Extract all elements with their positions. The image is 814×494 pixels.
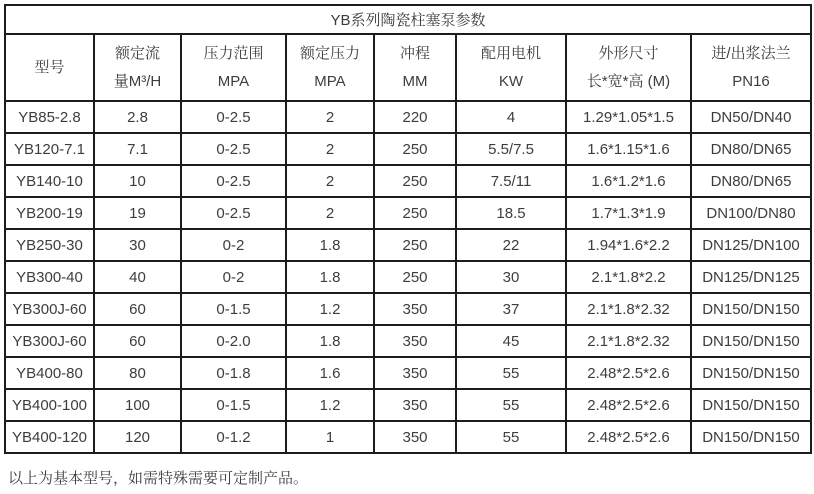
cell-motor: 55 bbox=[456, 389, 566, 421]
cell-flow: 40 bbox=[94, 261, 181, 293]
cell-flange: DN100/DN80 bbox=[691, 197, 811, 229]
cell-flange: DN150/DN150 bbox=[691, 357, 811, 389]
cell-stroke: 350 bbox=[374, 325, 456, 357]
cell-pressure-range: 0-2.5 bbox=[181, 133, 286, 165]
cell-rated-pressure: 2 bbox=[286, 165, 374, 197]
cell-dimensions: 1.94*1.6*2.2 bbox=[566, 229, 691, 261]
header-flange-line2: PN16 bbox=[732, 73, 770, 90]
cell-pressure-range: 0-2 bbox=[181, 229, 286, 261]
cell-motor: 5.5/7.5 bbox=[456, 133, 566, 165]
cell-model: YB85-2.8 bbox=[5, 101, 94, 133]
cell-flange: DN50/DN40 bbox=[691, 101, 811, 133]
cell-flange: DN125/DN125 bbox=[691, 261, 811, 293]
cell-stroke: 250 bbox=[374, 197, 456, 229]
cell-pressure-range: 0-2.5 bbox=[181, 165, 286, 197]
cell-flange: DN150/DN150 bbox=[691, 293, 811, 325]
cell-motor: 30 bbox=[456, 261, 566, 293]
cell-stroke: 250 bbox=[374, 261, 456, 293]
cell-flow: 2.8 bbox=[94, 101, 181, 133]
cell-rated-pressure: 2 bbox=[286, 101, 374, 133]
cell-model: YB250-30 bbox=[5, 229, 94, 261]
cell-flange: DN150/DN150 bbox=[691, 421, 811, 453]
table-row bbox=[5, 133, 811, 165]
cell-model: YB400-120 bbox=[5, 421, 94, 453]
cell-dimensions: 2.1*1.8*2.32 bbox=[566, 293, 691, 325]
header-dimensions-line2: 长*宽*高 (M) bbox=[586, 73, 671, 90]
cell-model: YB140-10 bbox=[5, 165, 94, 197]
cell-stroke: 250 bbox=[374, 165, 456, 197]
cell-flow: 100 bbox=[94, 389, 181, 421]
header-motor bbox=[456, 34, 566, 101]
cell-model: YB300J-60 bbox=[5, 325, 94, 357]
cell-model: YB120-7.1 bbox=[5, 133, 94, 165]
header-rated-pressure-line1: 额定压力 bbox=[299, 45, 360, 62]
cell-model: YB400-80 bbox=[5, 357, 94, 389]
cell-pressure-range: 0-1.2 bbox=[181, 421, 286, 453]
footer-note: 以上为基本型号，如需特殊需要可定制产品。 bbox=[8, 470, 309, 487]
cell-stroke: 220 bbox=[374, 101, 456, 133]
header-model-label: 型号 bbox=[34, 59, 65, 76]
cell-motor: 22 bbox=[456, 229, 566, 261]
header-pressure-range bbox=[181, 34, 286, 101]
header-flange-line1: 进/出浆法兰 bbox=[711, 45, 791, 62]
cell-motor: 45 bbox=[456, 325, 566, 357]
cell-flange: DN80/DN65 bbox=[691, 165, 811, 197]
cell-motor: 18.5 bbox=[456, 197, 566, 229]
cell-dimensions: 1.29*1.05*1.5 bbox=[566, 101, 691, 133]
cell-dimensions: 2.1*1.8*2.32 bbox=[566, 325, 691, 357]
header-stroke-line2: MM bbox=[402, 73, 428, 90]
spec-table-container bbox=[4, 4, 810, 488]
cell-stroke: 350 bbox=[374, 421, 456, 453]
cell-pressure-range: 0-1.5 bbox=[181, 293, 286, 325]
cell-stroke: 350 bbox=[374, 389, 456, 421]
cell-rated-pressure: 1.6 bbox=[286, 357, 374, 389]
cell-motor: 37 bbox=[456, 293, 566, 325]
cell-dimensions: 2.48*2.5*2.6 bbox=[566, 421, 691, 453]
cell-pressure-range: 0-2.0 bbox=[181, 325, 286, 357]
cell-rated-pressure: 1.2 bbox=[286, 293, 374, 325]
spec-table bbox=[4, 4, 812, 454]
cell-pressure-range: 0-2.5 bbox=[181, 101, 286, 133]
header-motor-line2: KW bbox=[498, 73, 524, 90]
cell-rated-pressure: 1.8 bbox=[286, 229, 374, 261]
cell-model: YB300J-60 bbox=[5, 293, 94, 325]
cell-rated-pressure: 2 bbox=[286, 197, 374, 229]
cell-model: YB300-40 bbox=[5, 261, 94, 293]
table-row bbox=[5, 325, 811, 357]
cell-flange: DN150/DN150 bbox=[691, 325, 811, 357]
cell-pressure-range: 0-2.5 bbox=[181, 197, 286, 229]
header-dimensions-line1: 外形尺寸 bbox=[598, 45, 659, 62]
cell-motor: 4 bbox=[456, 101, 566, 133]
header-flow-line1: 额定流 bbox=[114, 45, 160, 62]
cell-flow: 80 bbox=[94, 357, 181, 389]
cell-pressure-range: 0-1.8 bbox=[181, 357, 286, 389]
cell-flow: 10 bbox=[94, 165, 181, 197]
table-title: YB系列陶瓷柱塞泵参数 bbox=[5, 5, 811, 34]
cell-flange: DN150/DN150 bbox=[691, 389, 811, 421]
cell-flow: 30 bbox=[94, 229, 181, 261]
header-pressure-range-line2: MPA bbox=[217, 73, 250, 90]
table-row bbox=[5, 197, 811, 229]
cell-dimensions: 2.1*1.8*2.2 bbox=[566, 261, 691, 293]
header-dimensions bbox=[566, 34, 691, 101]
header-rated-pressure-line2: MPA bbox=[314, 73, 346, 90]
cell-dimensions: 2.48*2.5*2.6 bbox=[566, 357, 691, 389]
cell-rated-pressure: 1.2 bbox=[286, 389, 374, 421]
header-stroke-line1: 冲程 bbox=[399, 45, 430, 62]
table-row bbox=[5, 389, 811, 421]
cell-dimensions: 2.48*2.5*2.6 bbox=[566, 389, 691, 421]
header-rated-pressure bbox=[286, 34, 374, 101]
cell-dimensions: 1.6*1.15*1.6 bbox=[566, 133, 691, 165]
cell-dimensions: 1.7*1.3*1.9 bbox=[566, 197, 691, 229]
table-row bbox=[5, 293, 811, 325]
header-flow-line2: 量M³/H bbox=[113, 73, 162, 90]
cell-stroke: 350 bbox=[374, 357, 456, 389]
cell-dimensions: 1.6*1.2*1.6 bbox=[566, 165, 691, 197]
table-row bbox=[5, 357, 811, 389]
cell-motor: 55 bbox=[456, 421, 566, 453]
header-stroke bbox=[374, 34, 456, 101]
cell-flange: DN125/DN100 bbox=[691, 229, 811, 261]
cell-stroke: 250 bbox=[374, 229, 456, 261]
header-pressure-range-line1: 压力范围 bbox=[203, 45, 264, 62]
table-row bbox=[5, 165, 811, 197]
table-header-row bbox=[5, 34, 811, 101]
header-flow bbox=[94, 34, 181, 101]
cell-motor: 55 bbox=[456, 357, 566, 389]
cell-flow: 19 bbox=[94, 197, 181, 229]
header-flange bbox=[691, 34, 811, 101]
cell-rated-pressure: 2 bbox=[286, 133, 374, 165]
header-motor-line1: 配用电机 bbox=[480, 45, 541, 62]
cell-flow: 7.1 bbox=[94, 133, 181, 165]
cell-motor: 7.5/11 bbox=[456, 165, 566, 197]
cell-rated-pressure: 1.8 bbox=[286, 261, 374, 293]
cell-flow: 60 bbox=[94, 325, 181, 357]
cell-rated-pressure: 1.8 bbox=[286, 325, 374, 357]
table-row bbox=[5, 421, 811, 453]
table-title-row bbox=[5, 5, 811, 34]
cell-stroke: 250 bbox=[374, 133, 456, 165]
cell-stroke: 350 bbox=[374, 293, 456, 325]
cell-flange: DN80/DN65 bbox=[691, 133, 811, 165]
cell-flow: 120 bbox=[94, 421, 181, 453]
table-row bbox=[5, 101, 811, 133]
cell-model: YB200-19 bbox=[5, 197, 94, 229]
table-row bbox=[5, 229, 811, 261]
cell-model: YB400-100 bbox=[5, 389, 94, 421]
cell-pressure-range: 0-2 bbox=[181, 261, 286, 293]
cell-flow: 60 bbox=[94, 293, 181, 325]
cell-rated-pressure: 1 bbox=[286, 421, 374, 453]
table-row bbox=[5, 261, 811, 293]
header-model bbox=[5, 34, 94, 101]
cell-pressure-range: 0-1.5 bbox=[181, 389, 286, 421]
